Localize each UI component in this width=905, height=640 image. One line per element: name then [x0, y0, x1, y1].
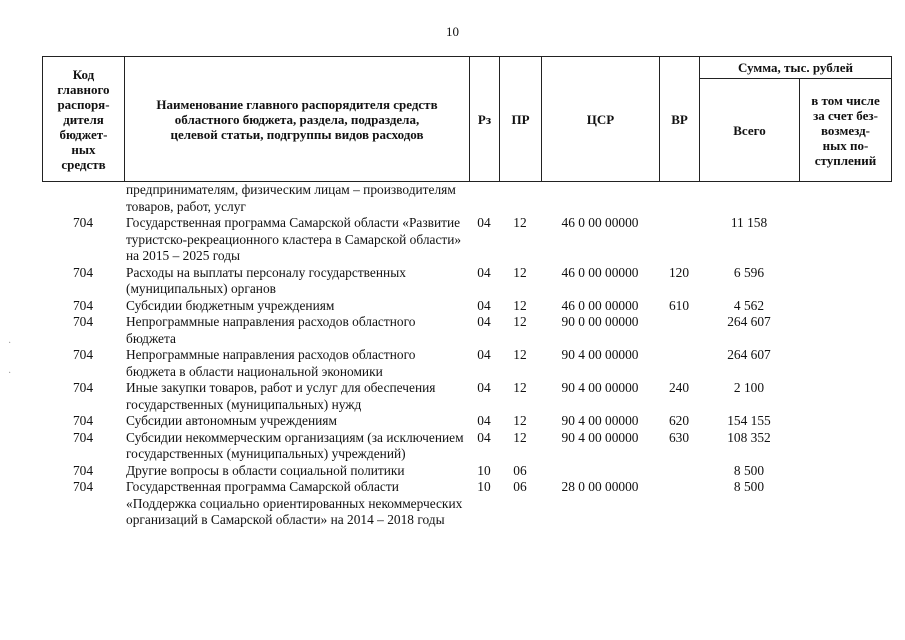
- cell-pr: 12: [513, 347, 527, 362]
- cell-vr: 240: [668, 380, 690, 395]
- cell-csr: 46 0 00 00000: [561, 264, 639, 280]
- header-line: распоря-: [57, 96, 110, 112]
- cell-name: Непрограммные направления расходов областного бюджета в области национальной экономики: [126, 347, 416, 379]
- cell-code: 704: [72, 264, 94, 280]
- cell-total: 264 607: [727, 347, 771, 362]
- cell-code: 704: [72, 297, 94, 313]
- table-row: [42, 380, 891, 413]
- cell-rz: 10: [477, 479, 491, 494]
- cell-csr: 90 4 00 00000: [561, 347, 639, 362]
- cell-pr: 06: [513, 462, 527, 478]
- cell-rz: 04: [477, 347, 491, 362]
- cell-vr: 630: [668, 429, 690, 445]
- cell-csr: [541, 463, 659, 480]
- table-row: [42, 430, 891, 463]
- header-line: в том числе: [811, 92, 880, 108]
- cell-csr: 28 0 00 00000: [561, 479, 639, 494]
- cell-free: [799, 215, 891, 265]
- cell-pr: 12: [513, 413, 527, 428]
- table-header: [42, 56, 892, 182]
- cell-total: [699, 182, 799, 215]
- header-line: областного бюджета, раздела, подраздела,: [174, 111, 420, 127]
- cell-name: Иные закупки товаров, работ и услуг для обеспечения государственных (муниципальных) нужд: [126, 380, 436, 412]
- table-row: [42, 215, 891, 265]
- cell-code: 704: [72, 347, 94, 362]
- cell-csr: 90 4 00 00000: [561, 429, 639, 445]
- cell-total: 8 500: [733, 462, 765, 478]
- cell-total: 108 352: [727, 429, 771, 445]
- cell-free: [799, 265, 891, 298]
- cell-name: Непрограммные направления расходов областного бюджета: [126, 314, 416, 346]
- header-total: Всего: [700, 79, 800, 182]
- table-row: [42, 265, 891, 298]
- cell-rz: [469, 182, 499, 215]
- cell-vr: 620: [668, 413, 690, 428]
- cell-total: 2 100: [733, 380, 765, 395]
- table-row: [42, 298, 891, 315]
- cell-free: [799, 380, 891, 413]
- cell-name: предпринимателям, физическим лицам – производителям товаров, работ, услуг: [126, 182, 456, 214]
- header-csr: ЦСР: [542, 57, 660, 182]
- table-row: [42, 182, 891, 215]
- cell-pr: 06: [513, 479, 527, 494]
- header-line: целевой статьи, подгруппы видов расходов: [170, 126, 424, 142]
- cell-code: 704: [72, 380, 94, 395]
- margin-mark: ·: [8, 368, 12, 379]
- cell-free: [799, 430, 891, 463]
- cell-free: [799, 463, 891, 480]
- cell-csr: 46 0 00 00000: [561, 297, 639, 313]
- table-row: [42, 347, 891, 380]
- cell-free: [799, 413, 891, 430]
- cell-vr: [659, 463, 699, 480]
- cell-rz: 04: [477, 215, 491, 230]
- cell-total: 11 158: [730, 215, 768, 230]
- cell-total: 4 562: [733, 297, 765, 313]
- header-vr: ВР: [660, 57, 700, 182]
- cell-code: [42, 182, 124, 215]
- table-row: [42, 413, 891, 430]
- cell-pr: 12: [513, 314, 527, 329]
- cell-total: 154 155: [727, 413, 771, 428]
- cell-rz: 04: [477, 297, 491, 313]
- cell-pr: 12: [513, 264, 527, 280]
- cell-name: Другие вопросы в области социальной политики: [126, 462, 405, 478]
- cell-code: 704: [72, 479, 94, 494]
- header-line: ступлений: [814, 152, 877, 168]
- header-line: средств: [61, 156, 106, 172]
- cell-pr: 12: [513, 215, 527, 230]
- header-pr: ПР: [500, 57, 542, 182]
- cell-vr: [659, 182, 699, 215]
- header-sum: Сумма, тыс. рублей: [700, 57, 892, 79]
- cell-name: Расходы на выплаты персоналу государственных (муниципальных) органов: [126, 264, 406, 296]
- cell-code: 704: [72, 314, 94, 329]
- cell-rz: 04: [477, 380, 491, 395]
- cell-name: Государственная программа Самарской области «Развитие туристско-рекреационного кластера в Самарской области» на 2015 – 2025 годы: [126, 215, 462, 263]
- cell-vr: [659, 215, 699, 265]
- cell-code: 704: [72, 413, 94, 428]
- cell-free: [799, 347, 891, 380]
- cell-total: 6 596: [733, 264, 765, 280]
- cell-csr: 90 4 00 00000: [561, 413, 639, 428]
- header-line: главного: [57, 81, 110, 97]
- header-line: за счет без-: [813, 107, 878, 123]
- cell-pr: 12: [513, 429, 527, 445]
- cell-total: 264 607: [727, 314, 771, 329]
- cell-free: [799, 479, 891, 529]
- table-row: [42, 463, 891, 480]
- header-line: Код: [72, 66, 95, 82]
- margin-mark: ·: [8, 338, 12, 349]
- cell-total: 8 500: [733, 479, 765, 494]
- cell-vr: 610: [668, 297, 690, 313]
- cell-rz: 04: [477, 429, 491, 445]
- cell-free: [799, 314, 891, 347]
- cell-name: Субсидии автономным учреждениям: [126, 413, 337, 428]
- header-line: возмезд-: [821, 122, 870, 138]
- cell-pr: [499, 182, 541, 215]
- header-code: [43, 57, 125, 182]
- cell-rz: 04: [477, 413, 491, 428]
- cell-name: Государственная программа Самарской области «Поддержка социально ориентированных некоммерческих организаций в Самарской области» на 2014 – 2018 годы: [126, 479, 463, 527]
- cell-name: Субсидии бюджетным учреждениям: [126, 297, 335, 313]
- cell-vr: [659, 347, 699, 380]
- cell-csr: 46 0 00 00000: [561, 215, 639, 230]
- cell-vr: [659, 314, 699, 347]
- cell-name: Субсидии некоммерческим организациям (за исключением государственных (муниципальных) учреждений): [126, 429, 464, 461]
- cell-rz: 04: [477, 314, 491, 329]
- cell-code: 704: [72, 462, 94, 478]
- cell-vr: 120: [668, 264, 690, 280]
- cell-free: [799, 298, 891, 315]
- cell-rz: 04: [477, 264, 491, 280]
- header-line: бюджет-: [59, 126, 108, 142]
- cell-rz: 10: [477, 462, 491, 478]
- cell-free: [799, 182, 891, 215]
- table-row: [42, 314, 891, 347]
- cell-pr: 12: [513, 380, 527, 395]
- header-rz: Рз: [470, 57, 500, 182]
- header-line: ных: [71, 141, 96, 157]
- cell-csr: 90 0 00 00000: [561, 314, 639, 329]
- header-line: Наименование главного распорядителя средств: [156, 96, 438, 112]
- cell-code: 704: [72, 429, 94, 445]
- page-number: 10: [446, 24, 459, 39]
- header-line: ных по-: [822, 137, 869, 153]
- cell-csr: [541, 182, 659, 215]
- cell-pr: 12: [513, 297, 527, 313]
- table-row: [42, 479, 891, 529]
- header-free: [800, 79, 892, 182]
- cell-vr: [659, 479, 699, 529]
- cell-code: 704: [72, 215, 94, 230]
- header-name: [125, 57, 470, 182]
- cell-csr: 90 4 00 00000: [561, 380, 639, 395]
- data-table: [42, 182, 891, 529]
- header-line: дителя: [63, 111, 104, 127]
